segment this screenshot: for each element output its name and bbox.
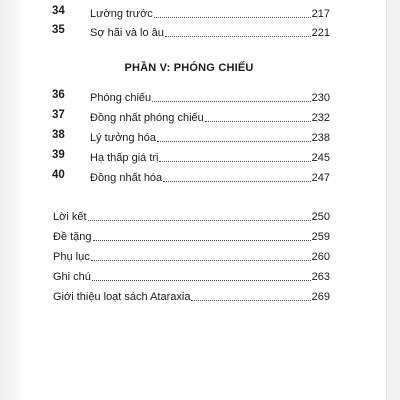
chapter-number: 38: [52, 129, 65, 141]
entry-title: Đề tặng: [53, 231, 92, 243]
page-number: 263: [311, 271, 330, 283]
page-number: 238: [311, 132, 330, 144]
page-number: 245: [311, 152, 330, 164]
dot-leader: [191, 300, 310, 301]
page-number: 247: [311, 172, 330, 184]
entry-title: Giới thiệu loạt sách Ataraxia: [53, 291, 191, 303]
chapter-number: 36: [52, 89, 65, 101]
chapter-title: Lý tưởng hóa: [90, 132, 156, 144]
entry-title: Ghi chú: [53, 271, 91, 283]
page-number: 221: [311, 27, 330, 39]
chapter-number: 34: [52, 5, 65, 17]
dot-leader: [165, 36, 311, 37]
dot-leader: [163, 181, 310, 182]
chapter-number: 35: [52, 24, 65, 36]
dot-leader: [159, 161, 310, 162]
chapter-title: Hạ thấp giá trị: [90, 152, 159, 164]
chapter-number: 40: [52, 169, 65, 181]
dot-leader: [91, 260, 311, 261]
page-number: 230: [311, 92, 330, 104]
page-left-shadow: [0, 0, 24, 400]
page-number: 232: [311, 112, 330, 124]
dot-leader: [157, 141, 311, 142]
chapter-number: 37: [52, 109, 65, 121]
chapter-title: Sợ hãi và lo âu: [90, 27, 164, 39]
page-number: 217: [311, 8, 330, 20]
dot-leader: [152, 101, 310, 102]
page-number: 260: [311, 251, 330, 263]
entry-title: Lời kết: [53, 211, 87, 223]
chapter-title: Lường trước: [90, 8, 153, 20]
toc-entry[interactable]: [53, 228, 330, 246]
dot-leader: [154, 17, 311, 18]
page-number: 250: [311, 211, 330, 223]
entry-title: Phụ lục: [53, 251, 90, 263]
dot-leader: [93, 240, 311, 241]
page-number: 269: [311, 291, 330, 303]
dot-leader: [92, 280, 311, 281]
page-right-edge: [386, 0, 400, 400]
toc-entry[interactable]: [53, 288, 330, 306]
chapter-title: Đồng nhất hóa: [90, 172, 163, 184]
dot-leader: [205, 121, 311, 122]
section-heading: PHẦN V: PHÓNG CHIẾU: [124, 62, 254, 74]
chapter-number: 39: [52, 149, 65, 161]
chapter-title: Đồng nhất phóng chiếu: [90, 112, 204, 124]
dot-leader: [88, 220, 311, 221]
toc-entry[interactable]: [53, 248, 330, 266]
toc-entry[interactable]: [53, 268, 330, 286]
page-number: 259: [311, 231, 330, 243]
chapter-title: Phóng chiếu: [90, 92, 152, 104]
toc-entry[interactable]: [53, 208, 330, 226]
